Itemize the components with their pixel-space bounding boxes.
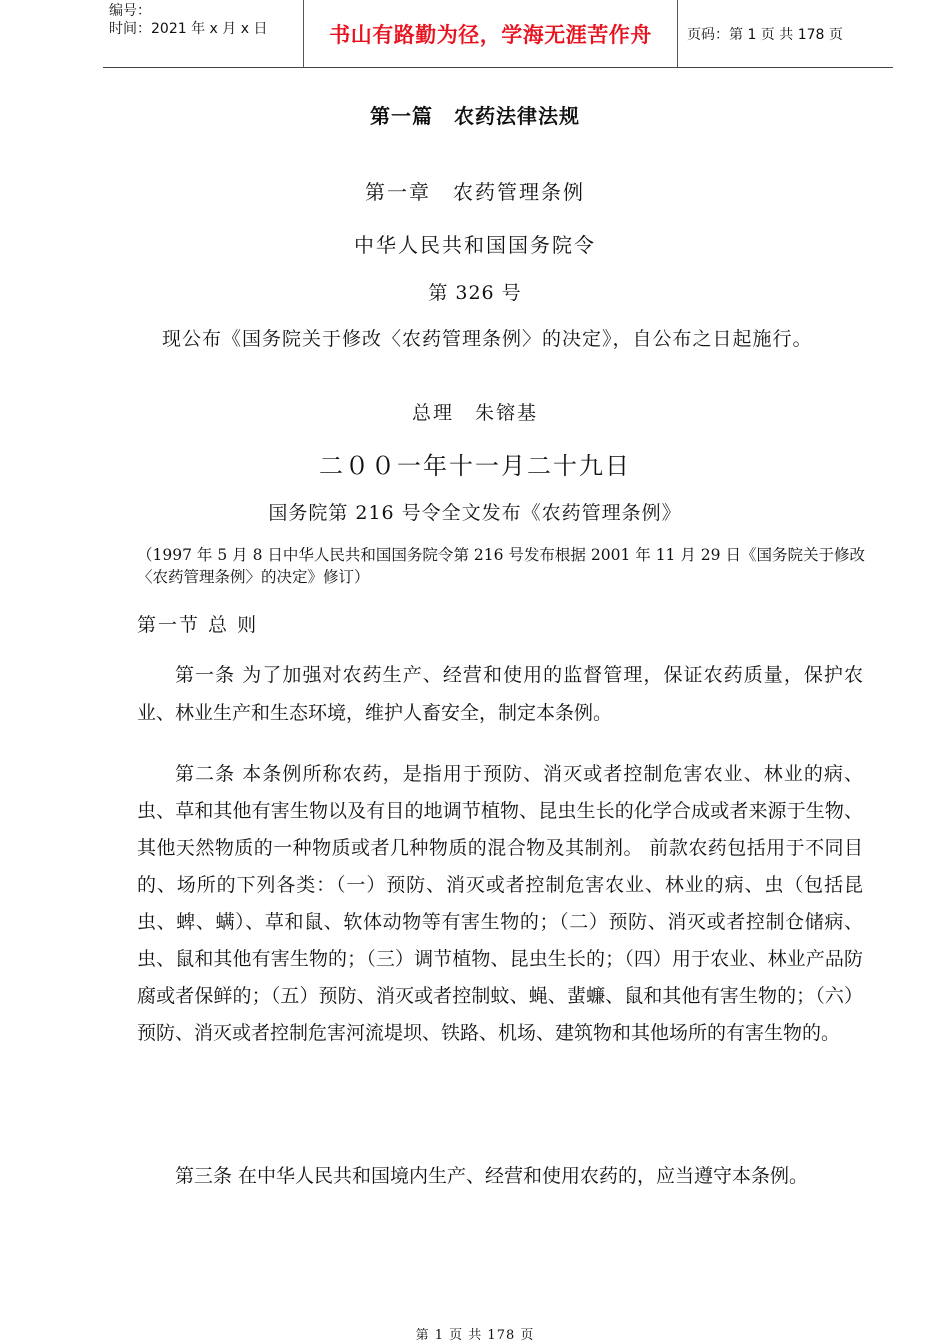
premier-signature: 总理 朱镕基 — [411, 402, 538, 424]
promulgation-note: 国务院第 216 号令全文发布《农药管理条例》 — [268, 502, 682, 524]
decree-number: 第 326 号 — [428, 282, 522, 304]
header-page-info: 页码：第 1 页 共 178 页 — [687, 27, 843, 43]
page-footer: 第 1 页 共 178 页 — [415, 1328, 535, 1343]
announcement-paragraph: 现公布《国务院关于修改〈农药管理条例〉的决定》，自公布之日起施行。 — [162, 328, 813, 350]
decree-issuer: 中华人民共和国国务院令 — [354, 233, 596, 257]
page-header — [103, 0, 893, 68]
article-1: 第一条 为了加强对农药生产、经营和使用的监督管理，保证农药质量，保护农业、林业生产和生态环境，维护人畜安全，制定本条例。 — [137, 664, 863, 724]
decree-date: 二００一年十一月二十九日 — [319, 452, 631, 480]
section-title: 第一节 总 则 — [137, 614, 259, 636]
header-meta — [109, 2, 305, 68]
article-2: 第二条 本条例所称农药，是指用于预防、消灭或者控制危害农业、林业的病、虫、草和其他有害生物以及有目的地调节植物、昆虫生长的化学合成或者来源于生物、其他天然物质的一种物质或者几种物质的混合物及其制剂。 前款农药包括用于不同目的、场所的下列各类：（一）预防、消灭或者控制危害农业、林业的病、虫（包括昆虫、蜱、螨）、草和鼠、软体动物等有害生物的；（二）预防、消灭或者控制仓储病、虫、鼠和其他有害生物的；（三）调节植物、昆虫生长的；（四）用于农业、林业产品防腐或者保鲜的；（五）预防、消灭或者控制蚊、蝇、蜚蠊、鼠和其他有害生物的；（六）预防、消灭或者控制危害河流堤坝、铁路、机场、建筑物和其他场所的有害生物的。 — [137, 763, 863, 1044]
article-3: 第三条 在中华人民共和国境内生产、经营和使用农药的，应当遵守本条例。 — [175, 1165, 809, 1187]
time-label: 时间：2021 年 x 月 x 日 — [109, 21, 268, 37]
header-motto: 书山有路勤为径，学海无涯苦作舟 — [329, 23, 652, 47]
serial-label: 编号： — [109, 3, 151, 19]
chapter-title: 第一章 农药管理条例 — [365, 180, 585, 204]
part-title: 第一篇 农药法律法规 — [370, 104, 580, 128]
header-divider — [677, 0, 678, 68]
revision-note: （1997 年 5 月 8 日中华人民共和国国务院令第 216 号发布根据 2001 年 11 月 29 日《国务院关于修改〈农药管理条例〉的决定》修订） — [137, 546, 865, 586]
